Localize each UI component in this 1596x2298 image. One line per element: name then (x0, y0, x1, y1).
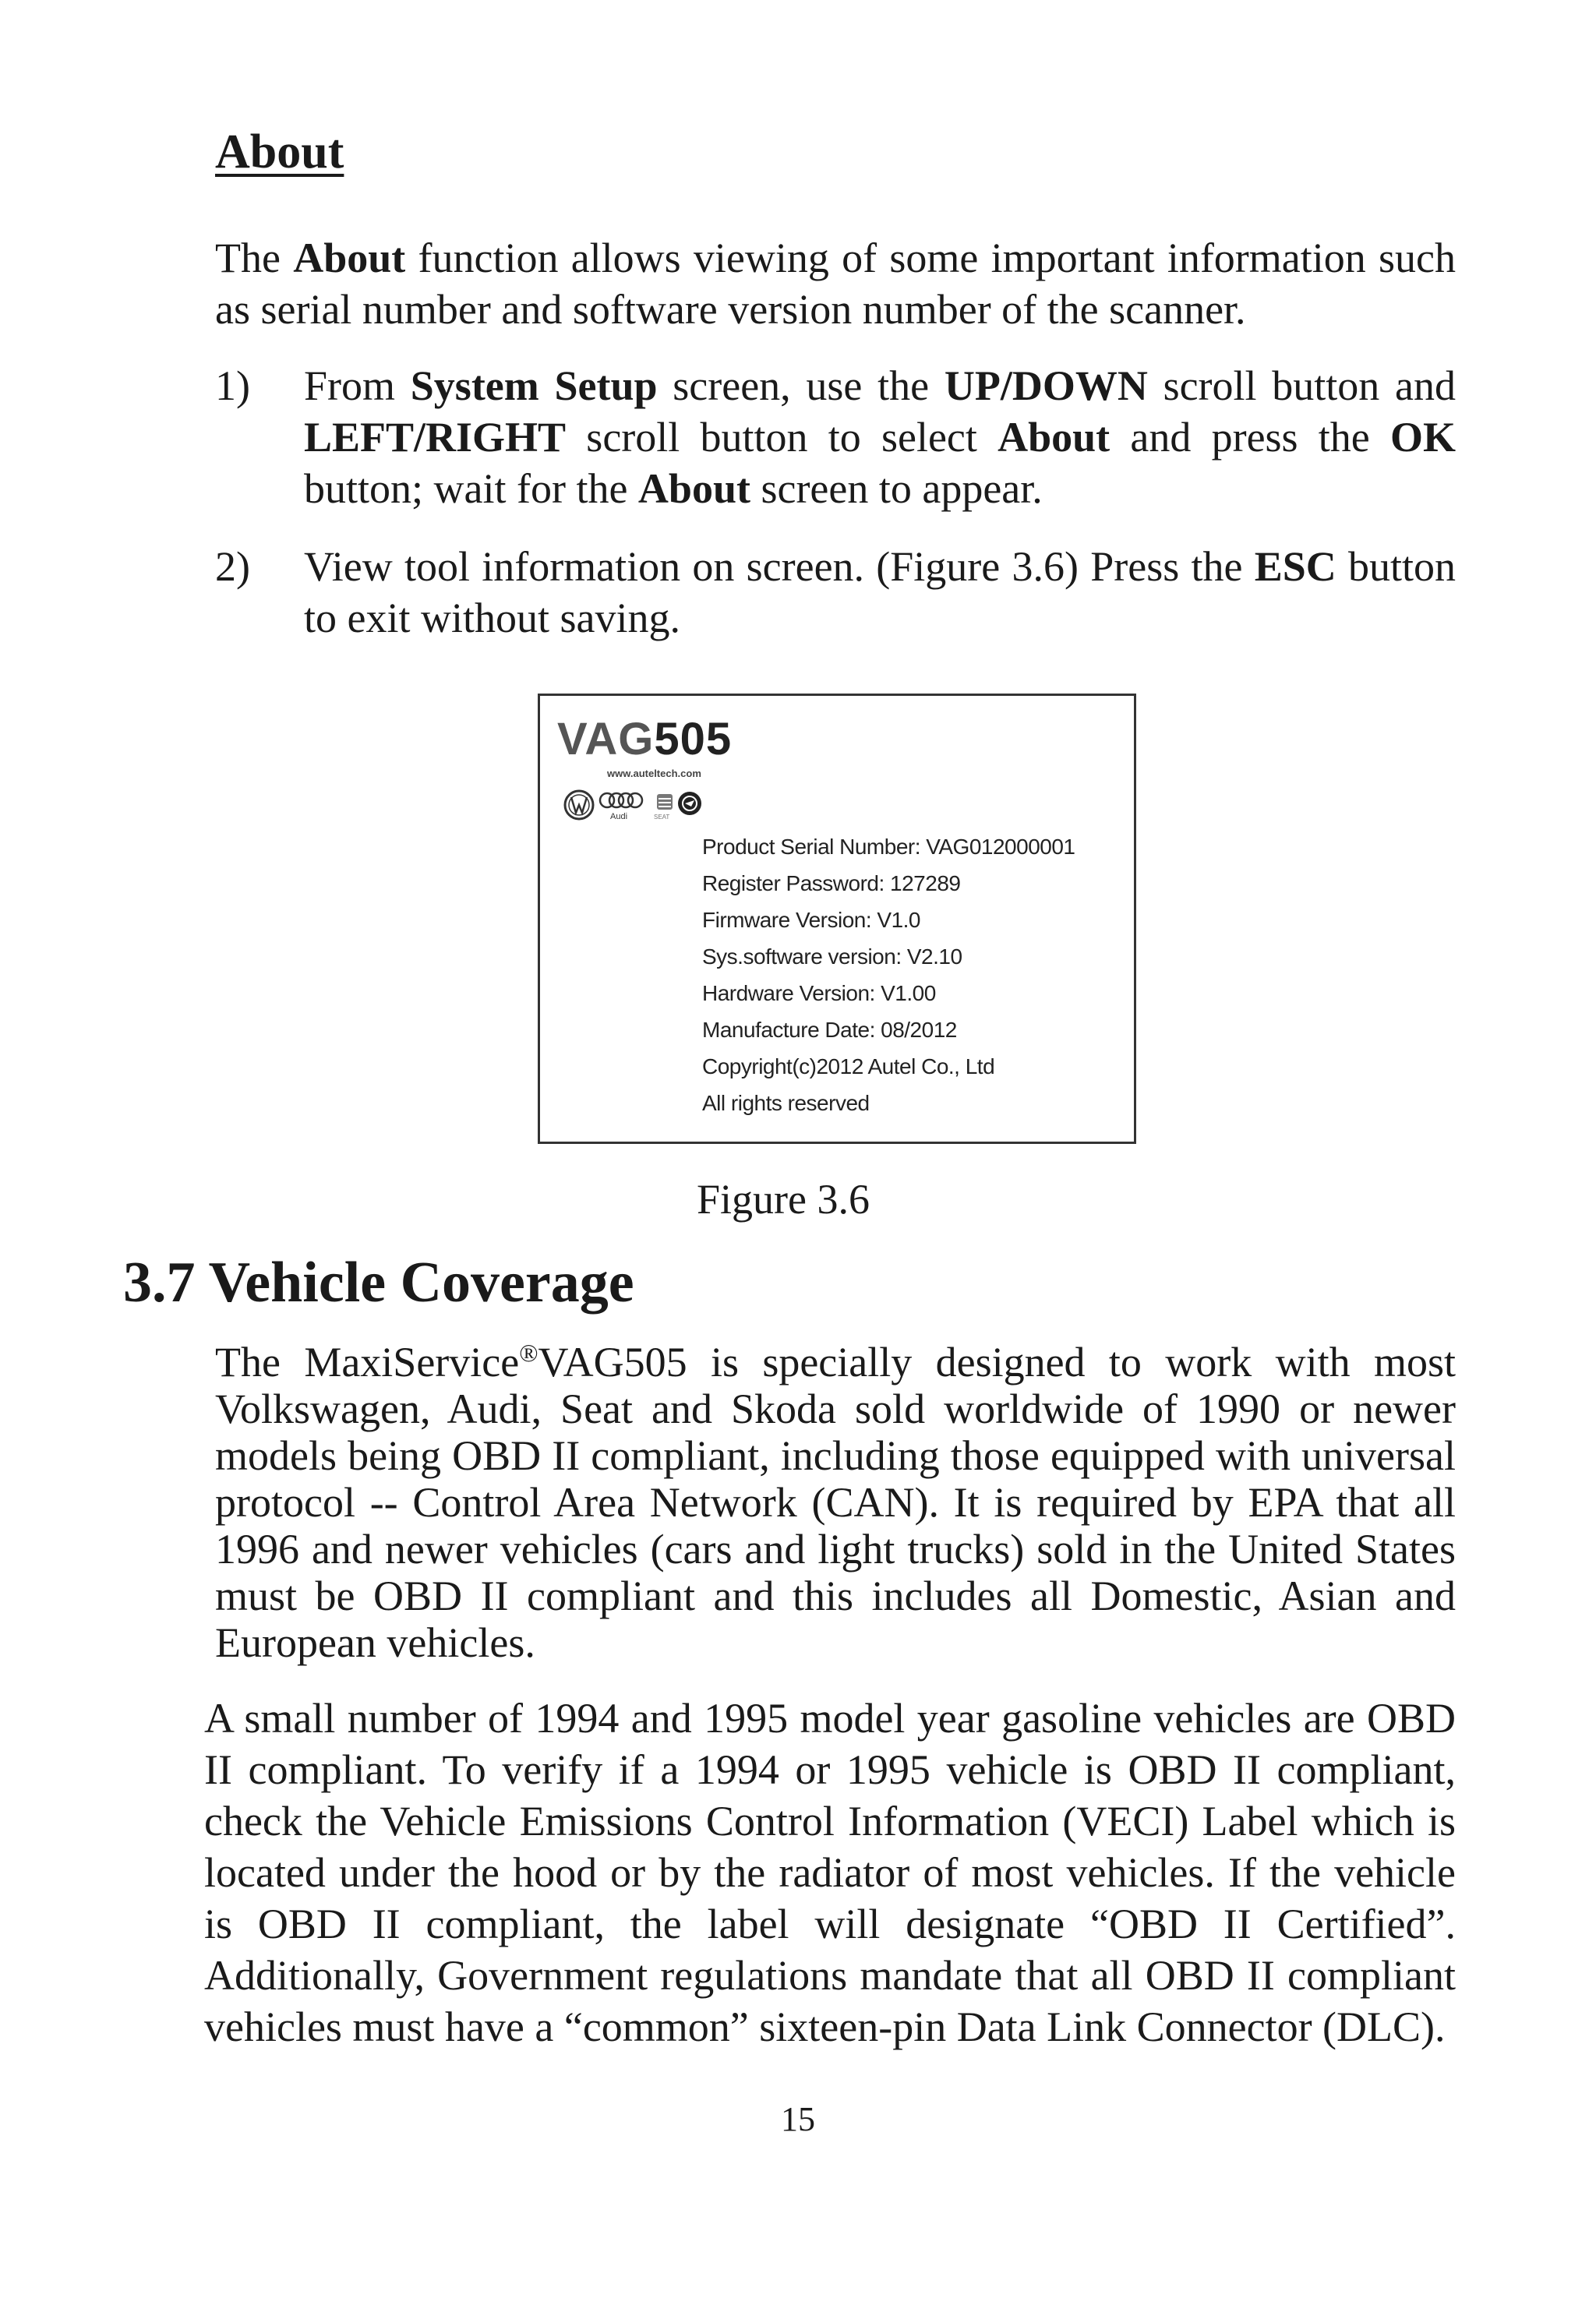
text-run: From (304, 362, 411, 409)
step-2-text (304, 541, 1456, 644)
step-2-number: 2) (215, 543, 250, 590)
text-run: and press the (1110, 414, 1390, 461)
coverage-paragraph-2: A small number of 1994 and 1995 model year gasoline vehicles are OBD II compliant. To verify if a 1994 or 1995 vehicle is OBD II compliant, check the Vehicle Emissions Control Information (VECI) Label which is located under the hood or by the radiator of most vehicles. If the vehicle is OBD II compliant, the label will designate “OBD II Certified”. Additionally, Government regulations mandate that all OBD II compliant vehicles must have a “common” sixteen-pin Data Link Connector (DLC). (204, 1695, 1456, 2050)
device-title-prefix: VAG (557, 714, 655, 764)
bold-term: About (293, 235, 406, 281)
text-run: The (215, 235, 294, 281)
bold-term: System Setup (410, 362, 658, 409)
text-run: function allows viewing of some important information such as serial number and software version number of the scanner. (215, 235, 1456, 333)
coverage-paragraph-1 (215, 1339, 1456, 1666)
step-1-text (304, 360, 1456, 514)
info-copyright: Copyright(c)2012 Autel Co., Ltd (702, 1054, 995, 1078)
bold-term: ESC (1254, 543, 1336, 590)
audi-label: Audi (610, 812, 628, 821)
registered-mark: ® (519, 1339, 538, 1367)
text-run: button to exit without saving. (304, 543, 1456, 641)
bold-term: UP/DOWN (944, 362, 1148, 409)
audi-rings-icon (600, 793, 642, 807)
info-software-version: Sys.software version: V2.10 (702, 944, 962, 969)
text-run: scroll button and (1147, 362, 1456, 409)
info-rights: All rights reserved (702, 1091, 870, 1115)
skoda-logo-icon (678, 792, 701, 815)
section-heading-about: About (215, 125, 344, 178)
info-manufacture-date: Manufacture Date: 08/2012 (702, 1018, 957, 1042)
coverage-p1-start: The MaxiService (215, 1339, 520, 1386)
text-run: scroll button to select (566, 414, 998, 461)
section-heading-vehicle-coverage: 3.7 Vehicle Coverage (123, 1251, 634, 1315)
text-run: View tool information on screen. (Figure 3.6) Press the (304, 543, 1255, 590)
bold-term: LEFT/RIGHT (304, 414, 567, 461)
figure-caption: Figure 3.6 (697, 1176, 870, 1223)
bold-term: About (637, 465, 750, 512)
device-title (557, 713, 732, 765)
bold-term: About (998, 414, 1110, 461)
seat-logo-icon (657, 794, 673, 810)
info-hardware-version: Hardware Version: V1.00 (702, 981, 936, 1005)
text-run: screen, use the (657, 362, 945, 409)
info-register-password: Register Password: 127289 (702, 871, 961, 895)
step-1-number: 1) (215, 362, 250, 409)
bold-term: OK (1390, 414, 1457, 461)
about-intro-paragraph (215, 232, 1456, 335)
vw-logo-icon (565, 791, 593, 819)
coverage-p1-rest: VAG505 is specially designed to work with most Volkswagen, Audi, Seat and Skoda sold worldwide of 1990 or newer models being OBD II compliant, including those equipped with universal protocol -- Control Area Network (CAN). It is required by EPA that all 1996 and newer vehicles (cars and light trucks) sold in the United States must be OBD II compliant and this includes all Domestic, Asian and European vehicles. (215, 1339, 1457, 1666)
info-firmware-version: Firmware Version: V1.0 (702, 908, 920, 932)
device-title-number: 505 (654, 714, 733, 764)
seat-label: SEAT (654, 814, 670, 821)
page-number: 15 (781, 2100, 815, 2138)
device-info-list (702, 828, 1075, 1121)
text-run: button; wait for the (304, 465, 638, 512)
about-screen-figure (538, 694, 1136, 1144)
text-run: screen to appear. (750, 465, 1043, 512)
info-serial-number: Product Serial Number: VAG012000001 (702, 835, 1075, 859)
website-url: www.auteltech.com (607, 768, 701, 779)
